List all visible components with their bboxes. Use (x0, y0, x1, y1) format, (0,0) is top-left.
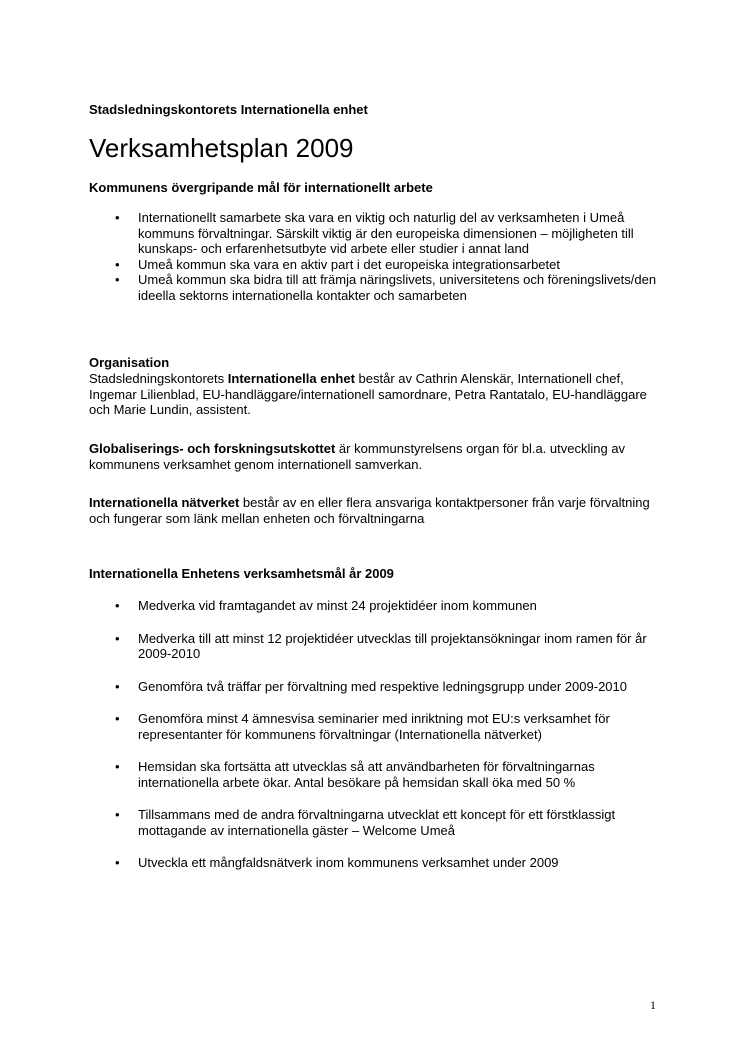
document-title: Verksamhetsplan 2009 (89, 133, 354, 163)
organisation-heading: Organisation (89, 355, 170, 370)
network-paragraph (89, 495, 659, 526)
list-item: • Medverka till att minst 12 projektidéer utvecklas till projektansökningar inom ramen för år 2009-2010 (89, 631, 669, 662)
network-rest: består av en eller flera ansvariga kontaktpersoner från varje förvaltning och fungerar som länk mellan enheten och förvaltningarna (89, 495, 650, 526)
globalisation-paragraph (89, 441, 659, 472)
organisation-rest: består av Cathrin Alenskär, Internationell chef, Ingemar Lilienblad, EU-handläggare/internationell samordnare, Petra Rantatalo, EU-handläggare och Marie Lundin, assistent. (89, 371, 647, 417)
goals-heading: Kommunens övergripande mål för internationellt arbete (89, 180, 433, 195)
list-item: • Internationellt samarbete ska vara en viktig och naturlig del av verksamheten i Umeå kommuns förvaltningar. Särskilt viktig är den europeiska dimensionen – möjligheten till kunskaps- och erfarenhetsutbyte vid arbete eller studier i annat land (89, 210, 669, 257)
list-item: • Genomföra två träffar per förvaltning med respektive ledningsgrupp under 2009-2010 (89, 679, 669, 695)
goals-list (89, 210, 669, 303)
aims-list (89, 598, 669, 888)
list-item: • Medverka vid framtagandet av minst 24 projektidéer inom kommunen (89, 598, 669, 614)
department-name: Stadsledningskontorets Internationella enhet (89, 102, 368, 117)
list-item: • Tillsammans med de andra förvaltningarna utvecklat ett koncept för ett förstklassigt mottagande av internationella gäster – Welcome Umeå (89, 807, 669, 838)
network-bold: Internationella nätverket (89, 495, 240, 510)
list-item: • Utveckla ett mångfaldsnätverk inom kommunens verksamhet under 2009 (89, 855, 669, 871)
organisation-paragraph (89, 371, 659, 418)
organisation-intro: Stadsledningskontorets (89, 371, 228, 386)
list-item: • Umeå kommun ska vara en aktiv part i det europeiska integrationsarbetet (89, 257, 669, 273)
page-number: 1 (650, 998, 656, 1012)
globalisation-bold: Globaliserings- och forskningsutskottet (89, 441, 336, 456)
list-item: • Hemsidan ska fortsätta att utvecklas så att användbarheten för förvaltningarnas internationella arbete ökar. Antal besökare på hemsidan skall öka med 50 % (89, 759, 669, 790)
organisation-bold: Internationella enhet (227, 371, 355, 386)
aims-heading: Internationella Enhetens verksamhetsmål år 2009 (89, 566, 394, 581)
list-item: • Genomföra minst 4 ämnesvisa seminarier med inriktning mot EU:s verksamhet för representanter för kommunens förvaltningar (Internationella nätverket) (89, 711, 669, 742)
globalisation-rest: är kommunstyrelsens organ för bl.a. utveckling av kommunens verksamhet genom internationell samverkan. (89, 441, 626, 472)
list-item: • Umeå kommun ska bidra till att främja näringslivets, universitetens och föreningslivets/den ideella sektorns internationella kontakter och samarbeten (89, 272, 669, 303)
